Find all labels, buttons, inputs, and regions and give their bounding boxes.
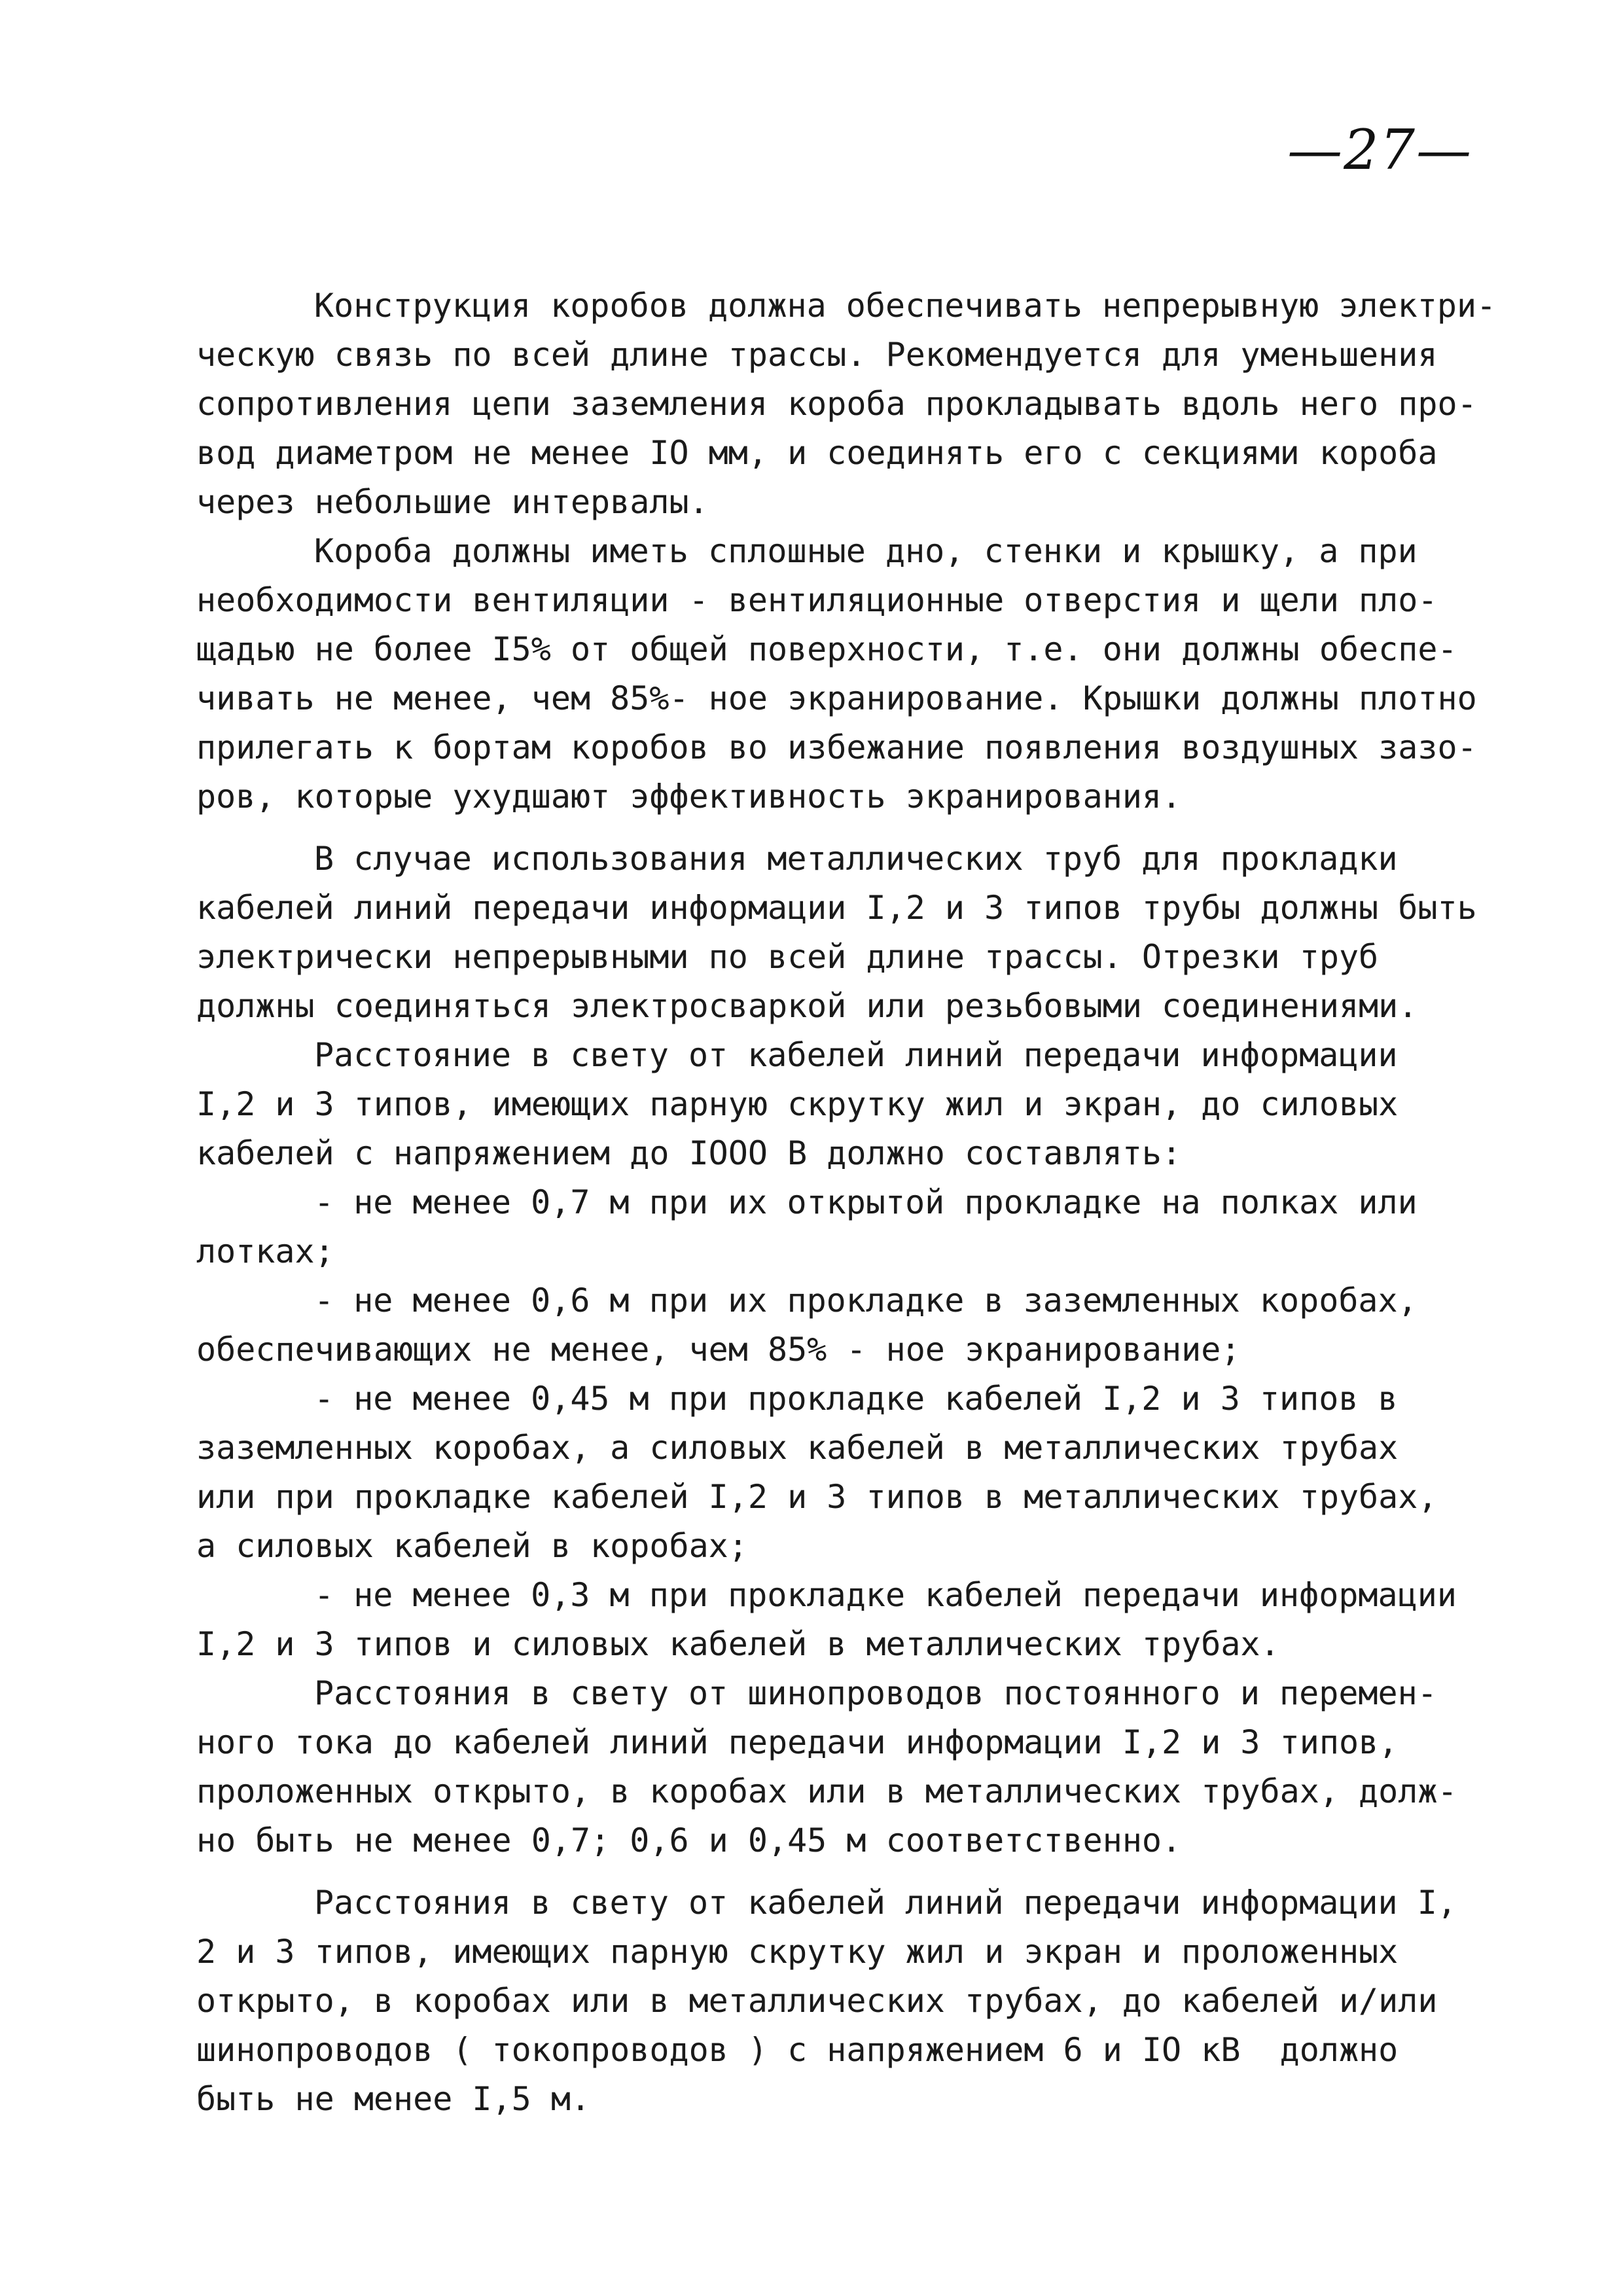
list-item-line: или при прокладке кабелей I,2 и 3 типов в металлических трубах,: [196, 1478, 1438, 1516]
paragraph-line: должны соединяться электросваркой или резьбовыми соединениями.: [196, 987, 1418, 1025]
page-number: —27—: [1287, 118, 1472, 182]
paragraph-line: Конструкция коробов должна обеспечивать непрерывную электри-: [314, 287, 1497, 325]
paragraph-line: вод диаметром не менее IO мм, и соединять его с секциями короба: [196, 434, 1438, 472]
paragraph-line: В случае использования металлических труб для прокладки: [314, 840, 1398, 878]
paragraph-line: прилегать к бортам коробов во избежание появления воздушных зазо-: [196, 728, 1477, 766]
list-item-line: лотках;: [196, 1232, 334, 1270]
paragraph-line: щадью не более I5% от общей поверхности, т.е. они должны обеспе-: [196, 630, 1457, 668]
paragraph-line: 2 и 3 типов, имеющих парную скрутку жил и экран и проложенных: [196, 1933, 1399, 1971]
paragraph-line: электрически непрерывными по всей длине трассы. Отрезки труб: [196, 938, 1379, 976]
paragraph-line: Расстояние в свету от кабелей линий передачи информации: [314, 1036, 1398, 1074]
list-item-line: а силовых кабелей в коробах;: [196, 1527, 748, 1565]
list-item-line: - не менее 0,3 м при прокладке кабелей передачи информации: [314, 1576, 1457, 1614]
paragraph-line: кабелей с напряжением до IOOO В должно составлять:: [196, 1134, 1182, 1172]
paragraph-line: ного тока до кабелей линий передачи информации I,2 и 3 типов,: [196, 1723, 1399, 1761]
list-item-line: - не менее 0,6 м при их прокладке в заземленных коробах,: [314, 1282, 1418, 1319]
paragraph-line: чивать не менее, чем 85%- ное экранирование. Крышки должны плотно: [196, 679, 1477, 717]
paragraph-line: проложенных открыто, в коробах или в металлических трубах, долж-: [196, 1772, 1457, 1810]
paragraph-line: I,2 и 3 типов, имеющих парную скрутку жил и экран, до силовых: [196, 1085, 1399, 1123]
paragraph-line: необходимости вентиляции - вентиляционные отверстия и щели пло-: [196, 581, 1438, 619]
paragraph-line: но быть не менее 0,7; 0,6 и 0,45 м соответственно.: [196, 1821, 1182, 1859]
paragraph-line: Короба должны иметь сплошные дно, стенки и крышку, а при: [314, 532, 1418, 570]
paragraph-line: ческую связь по всей длине трассы. Рекомендуется для уменьшения: [196, 336, 1438, 374]
list-item-line: заземленных коробах, а силовых кабелей в металлических трубах: [196, 1429, 1399, 1467]
paragraph-line: через небольшие интервалы.: [196, 483, 709, 521]
list-item-line: - не менее 0,45 м при прокладке кабелей I,2 и 3 типов в: [314, 1380, 1398, 1418]
list-item-line: - не менее 0,7 м при их открытой прокладке на полках или: [314, 1183, 1418, 1221]
paragraph-line: кабелей линий передачи информации I,2 и 3 типов трубы должны быть: [196, 889, 1477, 927]
paragraph-line: сопротивления цепи заземления короба прокладывать вдоль него про-: [196, 385, 1477, 423]
paragraph-line: быть не менее I,5 м.: [196, 2080, 591, 2118]
list-item-line: обеспечивающих не менее, чем 85% - ное экранирование;: [196, 1331, 1241, 1369]
list-item-line: I,2 и 3 типов и силовых кабелей в металлических трубах.: [196, 1625, 1280, 1663]
document-body: [196, 281, 1497, 2124]
paragraph-line: ров, которые ухудшают эффективность экранирования.: [196, 778, 1182, 816]
paragraph-line: открыто, в коробах или в металлических трубах, до кабелей и/или: [196, 1982, 1438, 2020]
paragraph-line: шинопроводов ( токопроводов ) с напряжением 6 и IO кВ должно: [196, 2031, 1399, 2069]
paragraph-line: Расстояния в свету от шинопроводов постоянного и перемен-: [314, 1674, 1437, 1712]
paragraph-line: Расстояния в свету от кабелей линий передачи информации I,: [314, 1884, 1457, 1922]
